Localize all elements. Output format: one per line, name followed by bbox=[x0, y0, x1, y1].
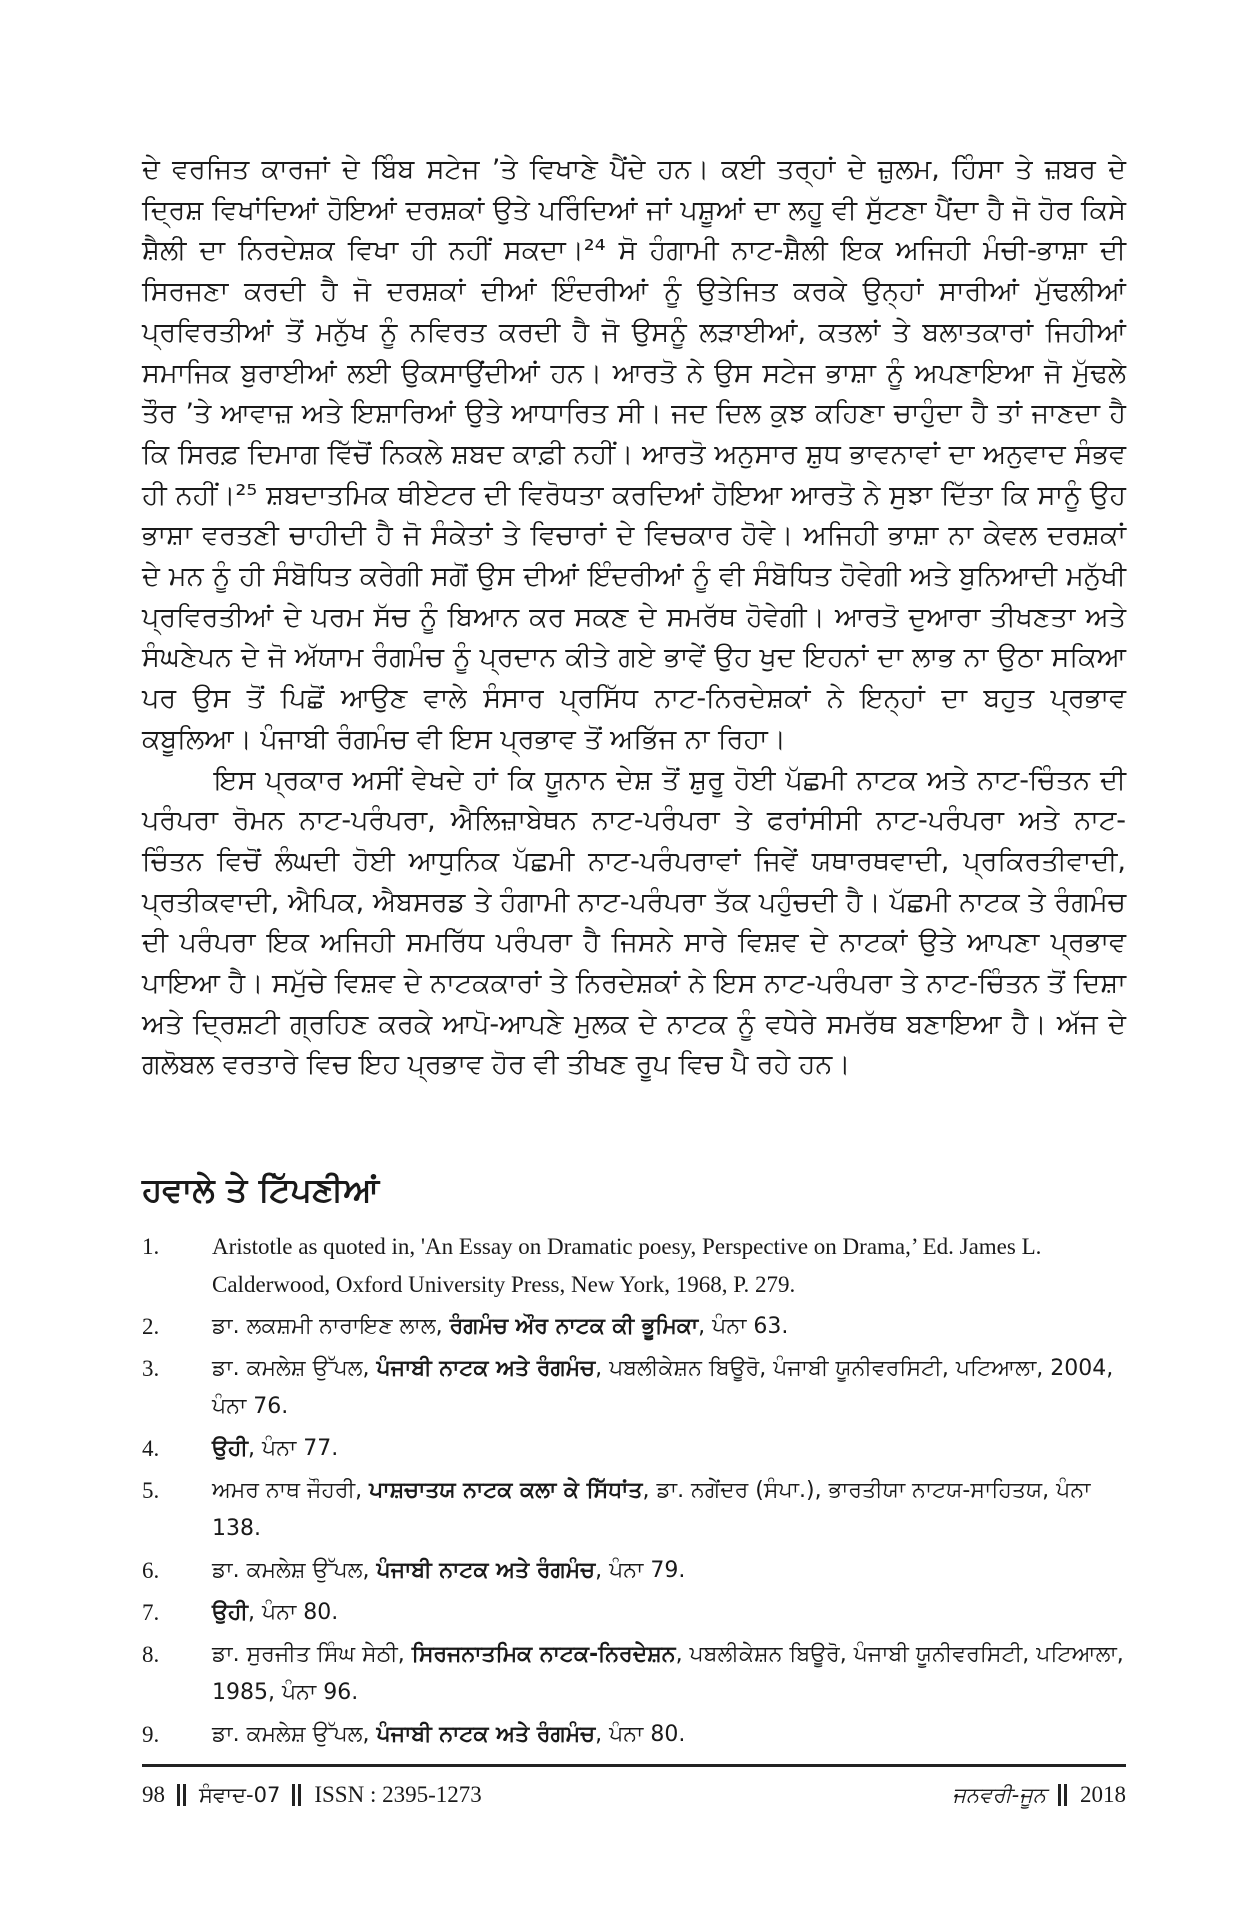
reference-text: ਡਾ. ਕਮਲੇਸ਼ ਉੱਪਲ, ਪੰਜਾਬੀ ਨਾਟਕ ਅਤੇ ਰੰਗਮੰਚ, ਪੰਨਾ 79. bbox=[212, 1558, 686, 1584]
separator-bars-icon bbox=[290, 1784, 304, 1806]
reference-text: ਉਹੀ, ਪੰਨਾ 80. bbox=[212, 1600, 339, 1626]
reference-text: Aristotle as quoted in, 'An Essay on Dramatic poesy, Perspective on Drama,’ Ed. James L. Calderwood, Oxford University Press, New York, 1968, P. 279. bbox=[212, 1234, 1042, 1298]
reference-title: ਪਾਸ਼ਚਾਤਯ ਨਾਟਕ ਕਲਾ ਕੇ ਸਿੱਧਾਂਤ bbox=[369, 1478, 643, 1504]
references-heading: ਹਵਾਲੇ ਤੇ ਟਿੱਪਣੀਆਂ bbox=[142, 1170, 380, 1210]
reference-number: 6. bbox=[142, 1558, 160, 1584]
reference-number: 2. bbox=[142, 1314, 160, 1340]
reference-item-4 bbox=[142, 1430, 1126, 1468]
footer-right bbox=[952, 1782, 1126, 1808]
issue-year: 2018 bbox=[1080, 1782, 1126, 1807]
reference-title: ਸਿਰਜਨਾਤਮਿਕ ਨਾਟਕ-ਨਿਰਦੇਸ਼ਨ bbox=[411, 1642, 676, 1668]
reference-number: 3. bbox=[142, 1356, 160, 1382]
reference-number: 8. bbox=[142, 1642, 160, 1668]
reference-item-9 bbox=[142, 1716, 1126, 1754]
reference-title: ਉਹੀ bbox=[212, 1600, 249, 1626]
journal-name: ਸੰਵਾਦ-07 bbox=[199, 1782, 281, 1807]
reference-title: ਉਹੀ bbox=[212, 1436, 249, 1462]
issn-number: ISSN : 2395-1273 bbox=[314, 1782, 482, 1807]
reference-number: 1. bbox=[142, 1234, 160, 1260]
footer-divider bbox=[142, 1764, 1126, 1767]
separator-bars-icon bbox=[175, 1784, 189, 1806]
reference-number: 7. bbox=[142, 1600, 160, 1626]
reference-title: ਪੰਜਾਬੀ ਨਾਟਕ ਅਤੇ ਰੰਗਮੰਚ bbox=[376, 1356, 596, 1382]
page-content bbox=[142, 150, 1126, 1790]
references-list bbox=[142, 1228, 1126, 1754]
reference-text: ਡਾ. ਸੁਰਜੀਤ ਸਿੰਘ ਸੇਠੀ, ਸਿਰਜਨਾਤਮਿਕ ਨਾਟਕ-ਨਿਰਦੇਸ਼ਨ, ਪਬਲੀਕੇਸ਼ਨ ਬਿਊਰੋ, ਪੰਜਾਬੀ ਯੂਨੀਵਰਸਿਟੀ, ਪਟਿਆਲਾ, 1985, ਪੰਨਾ 96. bbox=[212, 1642, 1124, 1706]
reference-item-6 bbox=[142, 1552, 1126, 1590]
body-paragraph-1: ਦੇ ਵਰਜਿਤ ਕਾਰਜਾਂ ਦੇ ਬਿੰਬ ਸਟੇਜ ’ਤੇ ਵਿਖਾਣੇ ਪੈਂਦੇ ਹਨ। ਕਈ ਤਰ੍ਹਾਂ ਦੇ ਜ਼ੁਲਮ, ਹਿੰਸਾ ਤੇ ਜ਼ਬਰ ਦੇ ਦ੍ਰਿਸ਼ ਵਿਖਾਂਦਿਆਂ ਹੋਇਆਂ ਦਰਸ਼ਕਾਂ ਉਤੇ ਪਰਿੰਦਿਆਂ ਜਾਂ ਪਸ਼ੂਆਂ ਦਾ ਲਹੂ ਵੀ ਸੁੱਟਣਾ ਪੈਂਦਾ ਹੈ ਜੋ ਹੋਰ ਕਿਸੇ ਸ਼ੈਲੀ ਦਾ ਨਿਰਦੇਸ਼ਕ ਵਿਖਾ ਹੀ ਨਹੀਂ ਸਕਦਾ।²⁴ ਸੋ ਹੰਗਾਮੀ ਨਾਟ-ਸ਼ੈਲੀ ਇਕ ਅਜਿਹੀ ਮੰਚੀ-ਭਾਸ਼ਾ ਦੀ ਸਿਰਜਣਾ ਕਰਦੀ ਹੈ ਜੋ ਦਰਸ਼ਕਾਂ ਦੀਆਂ ਇੰਦਰੀਆਂ ਨੂੰ ਉਤੇਜਿਤ ਕਰਕੇ ਉਨ੍ਹਾਂ ਸਾਰੀਆਂ ਮੁੱਢਲੀਆਂ ਪ੍ਰਵਿਰਤੀਆਂ ਤੋਂ ਮਨੁੱਖ ਨੂੰ ਨਵਿਰਤ ਕਰਦੀ ਹੈ ਜੋ ਉਸਨੂੰ ਲੜਾਈਆਂ, ਕਤਲਾਂ ਤੇ ਬਲਾਤਕਾਰਾਂ ਜਿਹੀਆਂ ਸਮਾਜਿਕ ਬੁਰਾਈਆਂ ਲਈ ਉਕਸਾਉਂਦੀਆਂ ਹਨ। ਆਰਤੋ ਨੇ ਉਸ ਸਟੇਜ ਭਾਸ਼ਾ ਨੂੰ ਅਪਣਾਇਆ ਜੋ ਮੁੱਢਲੇ ਤੌਰ ’ਤੇ ਆਵਾਜ਼ ਅਤੇ ਇਸ਼ਾਰਿਆਂ ਉਤੇ ਆਧਾਰਿਤ ਸੀ। ਜਦ ਦਿਲ ਕੁਝ ਕਹਿਣਾ ਚਾਹੁੰਦਾ ਹੈ ਤਾਂ ਜਾਣਦਾ ਹੈ ਕਿ ਸਿਰਫ਼ ਦਿਮਾਗ ਵਿੱਚੋਂ ਨਿਕਲੇ ਸ਼ਬਦ ਕਾਫ਼ੀ ਨਹੀਂ। ਆਰਤੋ ਅਨੁਸਾਰ ਸ਼ੁਧ ਭਾਵਨਾਵਾਂ ਦਾ ਅਨੁਵਾਦ ਸੰਭਵ ਹੀ ਨਹੀਂ।²⁵ ਸ਼ਬਦਾਤਮਿਕ ਥੀਏਟਰ ਦੀ ਵਿਰੋਧਤਾ ਕਰਦਿਆਂ ਹੋਇਆ ਆਰਤੋ ਨੇ ਸੁਝਾ ਦਿੱਤਾ ਕਿ ਸਾਨੂੰ ਉਹ ਭਾਸ਼ਾ ਵਰਤਣੀ ਚਾਹੀਦੀ ਹੈ ਜੋ ਸੰਕੇਤਾਂ ਤੇ ਵਿਚਾਰਾਂ ਦੇ ਵਿਚਕਾਰ ਹੋਵੇ। ਅਜਿਹੀ ਭਾਸ਼ਾ ਨਾ ਕੇਵਲ ਦਰਸ਼ਕਾਂ ਦੇ ਮਨ ਨੂੰ ਹੀ ਸੰਬੋਧਿਤ ਕਰੇਗੀ ਸਗੋਂ ਉਸ ਦੀਆਂ ਇੰਦਰੀਆਂ ਨੂੰ ਵੀ ਸੰਬੋਧਿਤ ਹੋਵੇਗੀ ਅਤੇ ਬੁਨਿਆਦੀ ਮਨੁੱਖੀ ਪ੍ਰਵਿਰਤੀਆਂ ਦੇ ਪਰਮ ਸੱਚ ਨੂੰ ਬਿਆਨ ਕਰ ਸਕਣ ਦੇ ਸਮਰੱਥ ਹੋਵੇਗੀ। ਆਰਤੋ ਦੁਆਰਾ ਤੀਖਣਤਾ ਅਤੇ ਸੰਘਣੇਪਨ ਦੇ ਜੋ ਅੱਯਾਮ ਰੰਗਮੰਚ ਨੂੰ ਪ੍ਰਦਾਨ ਕੀਤੇ ਗਏ ਭਾਵੇਂ ਉਹ ਖੁਦ ਇਹਨਾਂ ਦਾ ਲਾਭ ਨਾ ਉਠਾ ਸਕਿਆ ਪਰ ਉਸ ਤੋਂ ਪਿਛੋਂ ਆਉਣ ਵਾਲੇ ਸੰਸਾਰ ਪ੍ਰਸਿੱਧ ਨਾਟ-ਨਿਰਦੇਸ਼ਕਾਂ ਨੇ ਇਨ੍ਹਾਂ ਦਾ ਬਹੁਤ ਪ੍ਰਭਾਵ ਕਬੂਲਿਆ। ਪੰਜਾਬੀ ਰੰਗਮੰਚ ਵੀ ਇਸ ਪ੍ਰਭਾਵ ਤੋਂ ਅਭਿੱਜ ਨਾ ਰਿਹਾ। bbox=[142, 154, 1126, 755]
reference-item-5 bbox=[142, 1472, 1126, 1548]
separator-bars-icon bbox=[1056, 1784, 1070, 1806]
reference-item-3 bbox=[142, 1350, 1126, 1426]
reference-text: ਡਾ. ਕਮਲੇਸ਼ ਉੱਪਲ, ਪੰਜਾਬੀ ਨਾਟਕ ਅਤੇ ਰੰਗਮੰਚ, ਪੰਨਾ 80. bbox=[212, 1722, 686, 1748]
reference-number: 5. bbox=[142, 1478, 160, 1504]
reference-item-8 bbox=[142, 1636, 1126, 1712]
reference-text: ਡਾ. ਕਮਲੇਸ਼ ਉੱਪਲ, ਪੰਜਾਬੀ ਨਾਟਕ ਅਤੇ ਰੰਗਮੰਚ, ਪਬਲੀਕੇਸ਼ਨ ਬਿਊਰੋ, ਪੰਜਾਬੀ ਯੂਨੀਵਰਸਿਟੀ, ਪਟਿਆਲਾ, 2004, ਪੰਨਾ 76. bbox=[212, 1356, 1114, 1420]
page-footer bbox=[142, 1782, 1126, 1808]
issue-period: ਜਨਵਰੀ-ਜੂਨ bbox=[952, 1782, 1046, 1807]
reference-title: ਪੰਜਾਬੀ ਨਾਟਕ ਅਤੇ ਰੰਗਮੰਚ bbox=[376, 1722, 596, 1748]
reference-text: ਉਹੀ, ਪੰਨਾ 77. bbox=[212, 1436, 339, 1462]
page-number: 98 bbox=[142, 1782, 165, 1807]
reference-title: ਪੰਜਾਬੀ ਨਾਟਕ ਅਤੇ ਰੰਗਮੰਚ bbox=[376, 1558, 596, 1584]
reference-item-7 bbox=[142, 1594, 1126, 1632]
body-paragraph-2: ਇਸ ਪ੍ਰਕਾਰ ਅਸੀਂ ਵੇਖਦੇ ਹਾਂ ਕਿ ਯੂਨਾਨ ਦੇਸ਼ ਤੋਂ ਸ਼ੁਰੂ ਹੋਈ ਪੱਛਮੀ ਨਾਟਕ ਅਤੇ ਨਾਟ-ਚਿੰਤਨ ਦੀ ਪਰੰਪਰਾ ਰੋਮਨ ਨਾਟ-ਪਰੰਪਰਾ, ਐਲਿਜ਼ਾਬੇਥਨ ਨਾਟ-ਪਰੰਪਰਾ ਤੇ ਫਰਾਂਸੀਸੀ ਨਾਟ-ਪਰੰਪਰਾ ਅਤੇ ਨਾਟ-ਚਿੰਤਨ ਵਿਚੋਂ ਲੰਘਦੀ ਹੋਈ ਆਧੁਨਿਕ ਪੱਛਮੀ ਨਾਟ-ਪਰੰਪਰਾਵਾਂ ਜਿਵੇਂ ਯਥਾਰਥਵਾਦੀ, ਪ੍ਰਕਿਰਤੀਵਾਦੀ, ਪ੍ਰਤੀਕਵਾਦੀ, ਐਪਿਕ, ਐਬਸਰਡ ਤੇ ਹੰਗਾਮੀ ਨਾਟ-ਪਰੰਪਰਾ ਤੱਕ ਪਹੁੰਚਦੀ ਹੈ। ਪੱਛਮੀ ਨਾਟਕ ਤੇ ਰੰਗਮੰਚ ਦੀ ਪਰੰਪਰਾ ਇਕ ਅਜਿਹੀ ਸਮਰਿੱਧ ਪਰੰਪਰਾ ਹੈ ਜਿਸਨੇ ਸਾਰੇ ਵਿਸ਼ਵ ਦੇ ਨਾਟਕਾਂ ਉਤੇ ਆਪਣਾ ਪ੍ਰਭਾਵ ਪਾਇਆ ਹੈ। ਸਮੁੱਚੇ ਵਿਸ਼ਵ ਦੇ ਨਾਟਕਕਾਰਾਂ ਤੇ ਨਿਰਦੇਸ਼ਕਾਂ ਨੇ ਇਸ ਨਾਟ-ਪਰੰਪਰਾ ਤੇ ਨਾਟ-ਚਿੰਤਨ ਤੋਂ ਦਿਸ਼ਾ ਅਤੇ ਦ੍ਰਿਸ਼ਟੀ ਗ੍ਰਹਿਣ ਕਰਕੇ ਆਪੋ-ਆਪਣੇ ਮੁਲਕ ਦੇ ਨਾਟਕ ਨੂੰ ਵਧੇਰੇ ਸਮਰੱਥ ਬਣਾਇਆ ਹੈ। ਅੱਜ ਦੇ ਗਲੋਬਲ ਵਰਤਾਰੇ ਵਿਚ ਇਹ ਪ੍ਰਭਾਵ ਹੋਰ ਵੀ ਤੀਖਣ ਰੂਪ ਵਿਚ ਪੈ ਰਹੇ ਹਨ। bbox=[142, 764, 1126, 1081]
reference-text: ਡਾ. ਲਕਸ਼ਮੀ ਨਾਰਾਇਣ ਲਾਲ, ਰੰਗਮੰਚ ਔਰ ਨਾਟਕ ਕੀ ਭੂਮਿਕਾ, ਪੰਨਾ 63. bbox=[212, 1314, 789, 1340]
reference-number: 4. bbox=[142, 1436, 160, 1462]
reference-title: ਰੰਗਮੰਚ ਔਰ ਨਾਟਕ ਕੀ ਭੂਮਿਕਾ bbox=[449, 1314, 699, 1340]
reference-item-2 bbox=[142, 1308, 1126, 1346]
footer-left bbox=[142, 1782, 482, 1808]
reference-item-1 bbox=[142, 1228, 1126, 1304]
reference-number: 9. bbox=[142, 1722, 160, 1748]
reference-text: ਅਮਰ ਨਾਥ ਜੌਹਰੀ, ਪਾਸ਼ਚਾਤਯ ਨਾਟਕ ਕਲਾ ਕੇ ਸਿੱਧਾਂਤ, ਡਾ. ਨਗੇਂਦਰ (ਸੰਪਾ.), ਭਾਰਤੀਯਾ ਨਾਟਯ-ਸਾਹਿਤਯ, ਪੰਨਾ 138. bbox=[212, 1478, 1091, 1542]
